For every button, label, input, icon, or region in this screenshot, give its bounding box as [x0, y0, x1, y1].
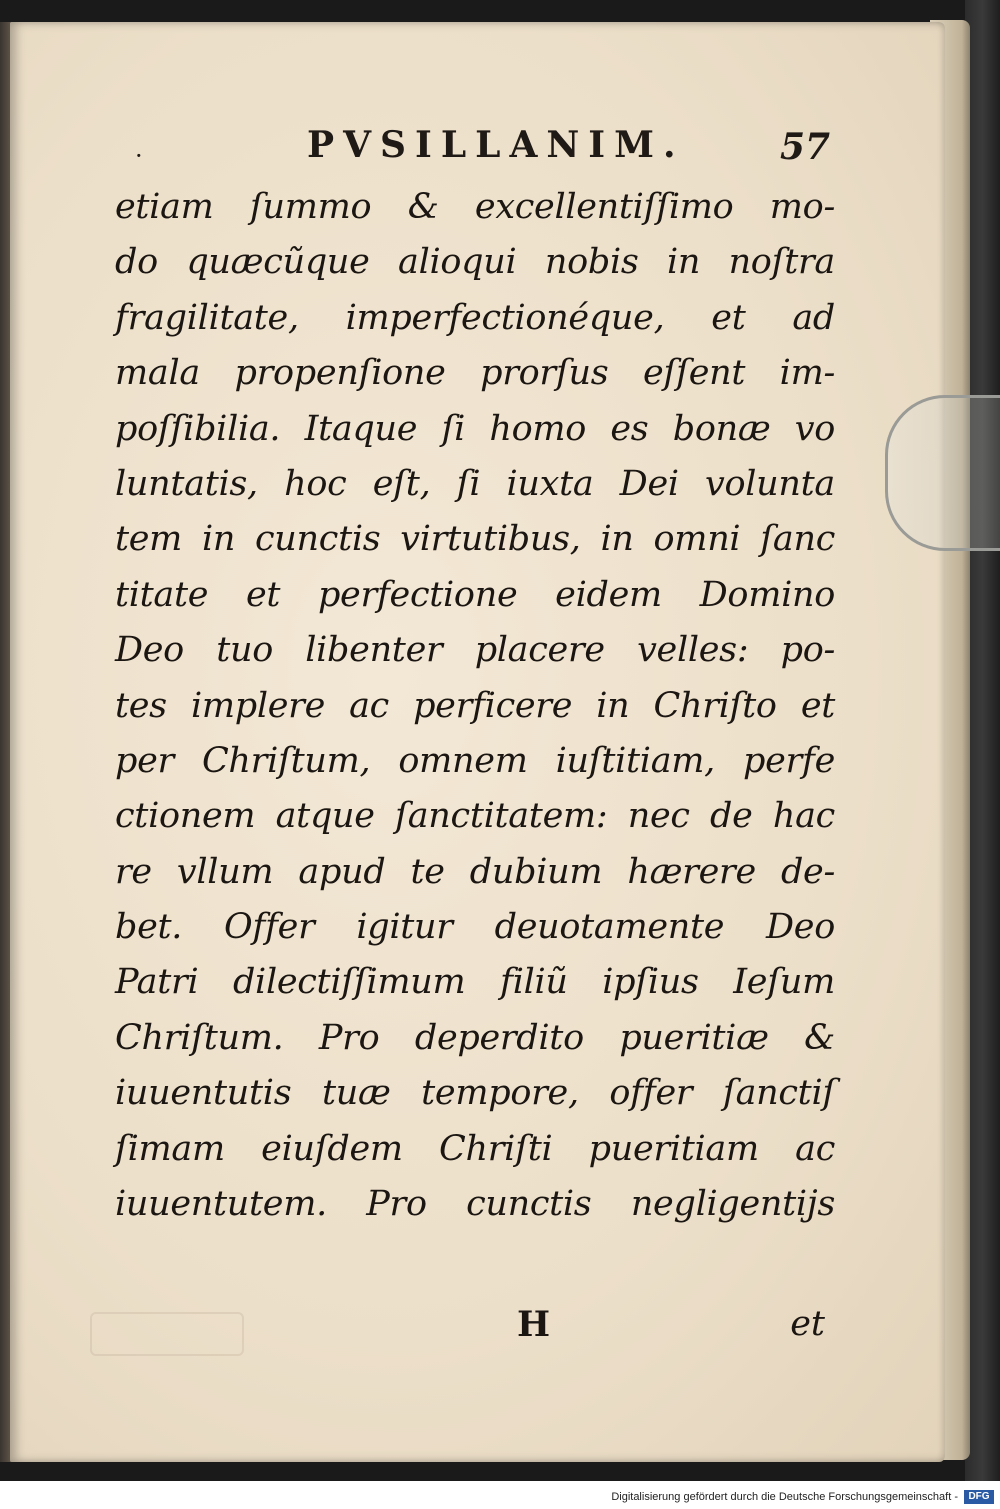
- header-ornament-dot: ·: [135, 142, 143, 170]
- text-line: per Chriſtum, omnem iuſtitiam, perfe: [115, 740, 835, 781]
- text-line: Patri dilectiſſimum filiũ ipſius Ieſum: [115, 962, 835, 1003]
- signature-mark: H: [517, 1304, 551, 1345]
- page-header: [10, 124, 945, 184]
- text-line: poſſibilia. Itaque ſi homo es bonæ vo: [115, 408, 835, 449]
- text-line: iuuentutis tuæ tempore, offer ſanctiſ: [115, 1073, 835, 1114]
- text-line: tes implere ac perficere in Chriſto et: [115, 685, 835, 726]
- dfg-logo-icon: DFG: [964, 1490, 994, 1504]
- book-page: [10, 22, 945, 1462]
- text-line: bet. Offer igitur deuotamente Deo: [115, 907, 835, 948]
- attribution-text: Digitalisierung gefördert durch die Deutsche Forschungsgemeinschaft -: [611, 1491, 958, 1503]
- text-line: Deo tuo libenter placere velles: po-: [115, 630, 835, 671]
- running-head: PVSILLANIM.: [307, 124, 685, 166]
- text-line: mala propenſione prorſus eſſent im-: [115, 353, 835, 394]
- text-line: fragilitate, imperfectionéque, et ad: [115, 297, 835, 338]
- text-line: ctionem atque ſanctitatem: nec de hac: [115, 796, 835, 837]
- text-line: etiam ſummo & excellentiſſimo mo-: [115, 187, 835, 227]
- signature-line: [115, 1304, 835, 1354]
- text-line: do quæcũque alioqui nobis in noſtra: [115, 242, 835, 283]
- text-line: ſimam eiuſdem Chriſti pueritiam ac: [115, 1128, 835, 1169]
- page-clip: [885, 395, 1000, 551]
- text-line: titate et perfectione eidem Domino: [115, 574, 835, 615]
- text-line: luntatis, hoc eſt, ſi iuxta Dei volunta: [115, 463, 835, 504]
- book-cover-edge: [965, 0, 1000, 1509]
- catchword: et: [790, 1304, 825, 1344]
- text-line: Chriſtum. Pro deperdito pueritiæ &: [115, 1017, 835, 1058]
- text-line: tem in cunctis virtutibus, in omni ſanc: [115, 519, 835, 560]
- text-line: iuuentutem. Pro cunctis negligentijs: [115, 1184, 835, 1225]
- body-text-block: [115, 180, 835, 1232]
- page-number: 57: [780, 126, 831, 168]
- attribution-bar: [0, 1481, 1000, 1509]
- text-line: re vllum apud te dubium hærere de-: [115, 851, 835, 892]
